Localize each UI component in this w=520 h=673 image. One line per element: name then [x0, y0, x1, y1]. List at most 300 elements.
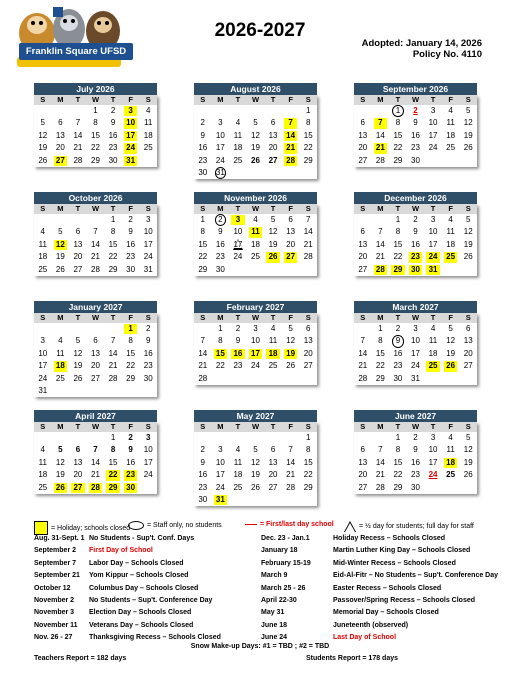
calendar-day [34, 214, 52, 226]
calendar-day: 1 [200, 215, 205, 224]
calendar-day: 15 [375, 348, 385, 358]
calendar-day: 25 [55, 373, 65, 383]
adoption-info [362, 38, 482, 60]
event-date: June 24 [261, 634, 288, 642]
calendar-day: 12 [463, 227, 473, 237]
calendar-day: 5 [253, 445, 258, 455]
calendar-day: 29 [375, 373, 385, 383]
event-description: Mid-Winter Recess – Schools Closed [333, 559, 456, 567]
calendar-day: 2 [128, 215, 133, 224]
calendar-day: 7 [372, 117, 390, 129]
calendar-day: 10 [428, 118, 438, 128]
week-row [34, 444, 157, 456]
calendar-day: 8 [305, 118, 311, 128]
calendar-day [372, 432, 390, 444]
calendar-day: 9 [145, 336, 151, 346]
weekday-label: S [40, 422, 46, 431]
event-date: March 9 [261, 572, 288, 580]
weekday-label: S [360, 422, 366, 431]
calendar-day: 8 [395, 445, 401, 455]
week-row [34, 323, 157, 335]
calendar-day: 4 [253, 215, 258, 224]
calendar-day: 18 [264, 348, 282, 360]
calendar-day: 5 [58, 227, 63, 237]
calendar-day: 6 [360, 118, 365, 128]
calendar-day: 28 [286, 482, 296, 492]
calendar-day: 11 [428, 336, 438, 346]
calendar-day [194, 323, 212, 335]
week-row [34, 335, 157, 347]
week-row [34, 239, 157, 251]
calendar-day: 12 [52, 239, 70, 251]
calendar-day: 24 [38, 373, 48, 383]
calendar-day: 21 [372, 142, 390, 154]
events-right-column [261, 533, 498, 645]
calendar-day: 22 [104, 469, 122, 481]
calendar-day: 12 [73, 348, 83, 358]
weekday-label: M [377, 422, 384, 431]
event-description: Eid-Al-Fitr – No Students – Sup't. Conference Day [333, 572, 499, 580]
calendar-day [264, 167, 282, 179]
calendar-day: 3 [145, 433, 151, 442]
calendar-day: 8 [378, 336, 383, 346]
weekday-header [194, 95, 317, 105]
calendar-day: 13 [91, 348, 100, 358]
calendar-day: 17 [411, 348, 420, 358]
calendar-day [87, 385, 105, 397]
calendar-day: 11 [38, 239, 47, 249]
calendar-day: 12 [38, 130, 48, 140]
calendar-day: 14 [282, 130, 300, 142]
calendar-day [69, 323, 87, 335]
event-description: Columbus Day – Schools Closed [89, 584, 199, 592]
weekday-header [34, 313, 157, 323]
calendar-day [372, 105, 390, 117]
event-row [261, 545, 498, 557]
calendar-day [229, 494, 247, 506]
month-body [194, 313, 317, 385]
calendar-day: 14 [303, 227, 313, 237]
calendar-day: 28 [358, 373, 368, 383]
weekday-label: S [360, 95, 366, 104]
calendar-day: 11 [233, 130, 243, 140]
calendar-day: 20 [286, 239, 296, 249]
calendar-day: 2 [413, 215, 418, 224]
event-description: Holiday Recess – Schools Closed [333, 535, 446, 542]
weekday-label: T [430, 95, 436, 104]
weekday-label: S [360, 204, 366, 213]
legend-staff-text: = Staff only, no students [147, 522, 222, 529]
snow-makeup-days: Snow Make-up Days: #1 = TBD ; #2 = TBD [190, 643, 330, 650]
calendar-day: 1 [389, 105, 407, 117]
calendar-day: 28 [375, 155, 385, 165]
calendar-day [247, 167, 265, 179]
calendar-day: 13 [268, 457, 278, 467]
event-date: June 18 [261, 621, 288, 629]
calendar-day: 3 [229, 214, 247, 226]
calendar-day [34, 105, 52, 117]
calendar-day: 13 [286, 227, 296, 237]
calendar-day: 27 [358, 482, 368, 492]
week-row [354, 251, 477, 263]
weekday-header [194, 313, 317, 323]
weekday-label: W [251, 204, 260, 213]
weekday-label: F [448, 422, 453, 431]
calendar-day: 13 [358, 239, 368, 249]
calendar-day: 16 [229, 348, 247, 360]
calendar-day: 1 [305, 106, 311, 115]
calendar-day: 29 [393, 482, 403, 492]
calendar-day [282, 373, 300, 385]
week-row [34, 214, 157, 226]
calendar-day: 6 [270, 445, 276, 455]
week-row [34, 373, 157, 385]
calendar-day: 29 [393, 155, 403, 165]
calendar-day: 3 [218, 445, 223, 455]
calendar-day: 14 [73, 130, 83, 140]
calendar-day: 14 [198, 348, 208, 358]
calendar-day: 24 [424, 251, 442, 263]
week-row [34, 482, 157, 494]
calendar-day: 6 [93, 336, 98, 346]
calendar-day: 26 [264, 251, 282, 263]
week-row [194, 444, 317, 456]
calendar-day: 24 [122, 142, 140, 154]
calendar-day: 10 [215, 130, 225, 140]
calendar-day [354, 323, 372, 335]
event-description: Easter Recess – Schools Closed [333, 584, 442, 592]
legend-triangle-icon [344, 521, 356, 532]
page-title: 2026-2027 [214, 20, 306, 41]
calendar-day [442, 482, 460, 494]
calendar-day: 22 [393, 470, 403, 480]
week-row [194, 167, 317, 179]
event-description: Martin Luther King Day – Schools Closed [333, 547, 471, 555]
calendar-day [229, 432, 247, 444]
legend-oval-icon [128, 521, 144, 530]
weekday-label: S [305, 422, 311, 431]
month-calendar [194, 83, 317, 179]
calendar-day: 9 [218, 227, 223, 237]
calendar-day: 1 [395, 215, 401, 224]
weekday-label: M [217, 422, 224, 431]
weekday-label: S [145, 204, 151, 213]
calendar-day: 4 [58, 336, 63, 346]
calendar-day [69, 432, 87, 444]
calendar-day [122, 385, 140, 397]
weekday-label: F [288, 313, 293, 322]
calendar-day: 6 [360, 227, 365, 237]
calendar-day: 23 [108, 143, 118, 153]
calendar-day: 10 [143, 227, 153, 237]
weekday-label: S [40, 95, 46, 104]
week-row [194, 360, 317, 372]
calendar-day: 14 [108, 348, 118, 358]
weekday-label: W [251, 95, 260, 104]
calendar-day: 23 [122, 469, 140, 481]
weekday-header [34, 95, 157, 105]
calendar-day: 9 [389, 335, 407, 347]
weekday-header [34, 204, 157, 214]
calendar-day [264, 494, 282, 506]
weekday-label: T [395, 204, 401, 213]
calendar-day [52, 432, 70, 444]
calendar-day: 2 [212, 214, 230, 226]
calendar-day [229, 167, 247, 179]
weekday-label: T [235, 422, 241, 431]
weekday-label: T [270, 204, 276, 213]
week-row [34, 251, 157, 263]
calendar-day: 15 [198, 239, 208, 249]
event-date: October 12 [34, 584, 71, 592]
calendar-day: 22 [393, 252, 403, 262]
calendar-day: 20 [358, 252, 368, 262]
week-row [194, 335, 317, 347]
calendar-day: 27 [91, 373, 100, 383]
weekday-label: W [411, 422, 420, 431]
weekday-header [34, 422, 157, 432]
week-row [354, 457, 477, 469]
week-row [194, 251, 317, 263]
calendar-day [247, 264, 265, 276]
calendar-day: 30 [122, 482, 140, 494]
calendar-day: 29 [303, 155, 313, 165]
calendar-day: 16 [126, 239, 136, 249]
calendar-day: 4 [448, 106, 453, 115]
calendar-day: 21 [375, 252, 385, 262]
week-row [34, 264, 157, 276]
month-calendar [34, 301, 157, 397]
week-row [354, 482, 477, 494]
calendar-day: 29 [91, 155, 100, 165]
calendar-day: 5 [270, 215, 276, 224]
events-left-column [34, 533, 221, 645]
calendar-day: 25 [442, 251, 460, 263]
week-row [354, 264, 477, 276]
month-title: September 2026 [354, 83, 477, 95]
month-title: January 2027 [34, 301, 157, 313]
month-calendar [194, 301, 317, 385]
weekday-label: T [430, 313, 436, 322]
event-date: January 18 [261, 547, 298, 555]
week-row [194, 130, 317, 142]
month-calendar [194, 192, 317, 276]
legend-firstlast-text: = First/last day school [260, 521, 334, 528]
calendar-day: 2 [110, 106, 116, 115]
calendar-day: 11 [268, 336, 278, 346]
calendar-day: 5 [40, 118, 45, 128]
calendar-day: 7 [378, 227, 383, 237]
calendar-day: 31 [38, 385, 48, 395]
calendar-day: 7 [93, 227, 98, 237]
calendar-day: 19 [73, 361, 83, 371]
calendar-day: 10 [215, 457, 225, 467]
calendar-day [69, 385, 87, 397]
calendar-day: 8 [200, 227, 205, 237]
calendar-day [354, 214, 372, 226]
policy-number: Policy No. 4110 [412, 49, 482, 60]
calendar-day: 5 [58, 445, 63, 455]
event-date: November 3 [34, 609, 75, 617]
calendar-day [212, 432, 230, 444]
calendar-day: 27 [73, 264, 83, 274]
calendar-day [34, 432, 52, 444]
calendar-day: 11 [56, 348, 65, 358]
weekday-label: M [57, 204, 64, 213]
calendar-day: 25 [446, 470, 456, 480]
calendar-day [459, 482, 477, 494]
calendar-day: 11 [144, 118, 153, 128]
week-row [354, 155, 477, 167]
calendar-day: 21 [286, 470, 296, 480]
week-row [34, 105, 157, 117]
weekday-label: M [57, 422, 64, 431]
weekday-label: T [75, 313, 81, 322]
weekday-label: F [128, 313, 133, 322]
calendar-day: 12 [251, 457, 260, 467]
mascot-icon [7, 5, 131, 71]
weekday-label: T [110, 313, 116, 322]
calendar-day: 26 [55, 264, 65, 274]
calendar-day: 1 [305, 433, 311, 442]
event-date: September 2 [34, 547, 77, 555]
month-body [194, 204, 317, 276]
weekday-label: T [270, 422, 276, 431]
calendar-day [87, 432, 105, 444]
calendar-day: 15 [91, 130, 100, 140]
weekday-label: S [200, 204, 206, 213]
month-title: June 2027 [354, 410, 477, 422]
calendar-day: 2 [413, 106, 418, 115]
weekday-label: M [57, 313, 64, 322]
calendar-day [247, 105, 265, 117]
calendar-day [139, 155, 157, 167]
event-description: Juneteenth (observed) [333, 621, 409, 629]
weekday-label: T [270, 313, 276, 322]
calendar-day: 29 [389, 264, 407, 276]
calendar-day: 20 [358, 470, 368, 480]
calendar-day: 18 [251, 239, 260, 249]
weekday-label: M [377, 313, 384, 322]
week-row [354, 444, 477, 456]
week-row [354, 105, 477, 117]
calendar-day [52, 214, 70, 226]
calendar-day: 22 [108, 252, 118, 262]
calendar-day: 8 [395, 227, 401, 237]
weekday-label: T [75, 204, 81, 213]
calendar-day: 12 [55, 457, 65, 467]
calendar-day: 27 [268, 482, 278, 492]
weekday-label: T [235, 95, 241, 104]
calendar-day: 10 [143, 445, 153, 455]
event-row [261, 620, 498, 632]
weekday-label: S [360, 313, 366, 322]
calendar-day: 3 [253, 324, 258, 333]
calendar-day: 11 [446, 227, 455, 237]
month-body [194, 95, 317, 179]
calendar-day: 1 [110, 433, 116, 442]
calendar-day: 10 [428, 445, 438, 455]
calendar-day: 22 [303, 143, 313, 153]
weekday-header [194, 422, 317, 432]
weekday-label: M [217, 95, 224, 104]
calendar-day: 25 [233, 482, 243, 492]
calendar-day: 26 [286, 361, 296, 371]
week-row [34, 130, 157, 142]
calendar-day: 15 [393, 239, 403, 249]
month-body [34, 95, 157, 167]
calendar-day: 31 [143, 264, 153, 274]
legend-staff [128, 521, 222, 530]
month-calendar [34, 83, 157, 167]
weekday-label: T [235, 204, 241, 213]
calendar-day [282, 432, 300, 444]
weekday-label: F [288, 95, 293, 104]
calendar-day: 10 [233, 227, 243, 237]
calendar-day: 29 [198, 264, 208, 274]
weekday-label: T [430, 422, 436, 431]
event-row [261, 595, 498, 607]
calendar-day: 22 [375, 361, 385, 371]
month-calendar [194, 410, 317, 506]
calendar-day: 6 [465, 324, 471, 333]
calendar-day [442, 373, 460, 385]
calendar-day [282, 105, 300, 117]
calendar-day: 13 [303, 336, 313, 346]
calendar-day: 13 [268, 130, 278, 140]
weekday-label: S [200, 95, 206, 104]
calendar-day: 26 [463, 470, 473, 480]
event-description: Election Day – Schools Closed [89, 609, 192, 617]
calendar-day: 9 [413, 118, 418, 128]
calendar-day [354, 432, 372, 444]
event-date: September 21 [34, 572, 80, 580]
calendar-day: 8 [128, 336, 133, 346]
calendar-day: 21 [358, 361, 368, 371]
weekday-label: S [305, 204, 311, 213]
calendar-day: 18 [446, 130, 456, 140]
event-row [34, 545, 221, 557]
calendar-day: 23 [393, 361, 403, 371]
calendar-day [299, 264, 317, 276]
calendar-day: 20 [73, 252, 83, 262]
calendar-day: 7 [378, 445, 383, 455]
weekday-label: T [235, 313, 241, 322]
calendar-day [282, 494, 300, 506]
calendar-day: 14 [91, 457, 100, 467]
week-row [194, 239, 317, 251]
event-date: Aug. 31-Sept. 1 [34, 535, 85, 542]
calendar-day: 12 [286, 336, 296, 346]
weekday-label: W [91, 313, 100, 322]
weekday-label: M [57, 95, 64, 104]
calendar-day: 30 [126, 264, 136, 274]
calendar-day: 17 [428, 130, 438, 140]
calendar-day: 8 [93, 118, 98, 128]
calendar-day: 24 [143, 470, 153, 480]
calendar-day [212, 373, 230, 385]
calendar-day: 20 [463, 348, 473, 358]
calendar-day: 17 [428, 457, 438, 467]
week-row [34, 348, 157, 360]
calendar-day: 4 [430, 324, 436, 333]
calendar-day: 14 [358, 348, 368, 358]
calendar-day: 18 [446, 239, 456, 249]
calendar-day: 10 [411, 336, 420, 346]
calendar-day: 8 [305, 445, 311, 455]
calendar-day: 2 [128, 433, 133, 442]
calendar-day: 3 [413, 324, 418, 333]
